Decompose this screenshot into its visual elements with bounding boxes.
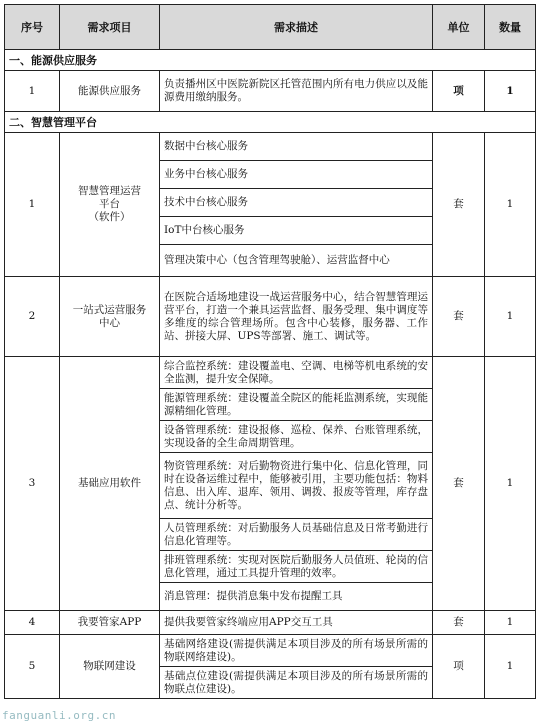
row-no: 2 bbox=[5, 277, 60, 357]
row-qty: 1 bbox=[485, 611, 536, 635]
requirements-table bbox=[4, 4, 536, 699]
sub-desc: 物资管理系统：对后勤物资进行集中化、信息化管理，同时在设备运维过程中，能够被引用，主要功能包括：物料信息、出入库、退库、领用、调拨、报废等管理，库存盘点、统计分析等。 bbox=[160, 453, 433, 519]
row-desc: 负责播州区中医院新院区托管范围内所有电力供应以及能源费用缴纳服务。 bbox=[160, 71, 433, 112]
row-unit: 套 bbox=[433, 277, 485, 357]
header-item: 需求项目 bbox=[60, 5, 160, 50]
row-item-line: 平台 bbox=[99, 198, 120, 210]
row-no: 3 bbox=[5, 357, 60, 611]
row-unit: 项 bbox=[433, 71, 485, 112]
header-desc: 需求描述 bbox=[160, 5, 433, 50]
row-unit: 项 bbox=[433, 635, 485, 699]
table-row bbox=[5, 277, 536, 357]
table-row bbox=[5, 357, 536, 389]
row-item-line: 一站式运营服务 bbox=[72, 303, 147, 316]
row-item: 我要管家APP bbox=[60, 611, 160, 635]
row-qty: 1 bbox=[485, 133, 536, 277]
row-desc: 提供我要管家终端应用APP交互工具 bbox=[160, 611, 433, 635]
header-unit: 单位 bbox=[433, 5, 485, 50]
row-qty: 1 bbox=[485, 635, 536, 699]
row-no: 1 bbox=[5, 71, 60, 112]
sub-desc: 管理决策中心（包含管理驾驶舱）、运营监督中心 bbox=[160, 245, 433, 277]
header-no: 序号 bbox=[5, 5, 60, 50]
sub-desc: 业务中台核心服务 bbox=[160, 161, 433, 189]
row-unit: 套 bbox=[433, 133, 485, 277]
row-desc: 在医院合适场地建设一战运营服务中心，结合智慧管理运营平台，打造一个兼具运营监督、服务受理、集中调度等多维度的综合管理场所。包含中心装修，服务器、工作站、拼接大屏、UPS等部署、施工、调试等。 bbox=[160, 277, 433, 357]
row-item: 物联网建设 bbox=[60, 635, 160, 699]
table-row bbox=[5, 71, 536, 112]
sub-desc: 能源管理系统：建设覆盖全院区的能耗监测系统，实现能源精细化管理。 bbox=[160, 389, 433, 421]
row-item: 基础应用软件 bbox=[60, 357, 160, 611]
sub-desc: 设备管理系统：建设报修、巡检、保养、台账管理系统，实现设备的全生命周期管理。 bbox=[160, 421, 433, 453]
sub-desc: 消息管理：提供消息集中发布提醒工具 bbox=[160, 583, 433, 611]
sub-desc: 综合监控系统：建设覆盖电、空调、电梯等机电系统的安全监测，提升安全保障。 bbox=[160, 357, 433, 389]
header-row bbox=[5, 5, 536, 50]
header-qty: 数量 bbox=[485, 5, 536, 50]
table-row bbox=[5, 133, 536, 161]
section-platform: 二、智慧管理平台 bbox=[5, 112, 536, 133]
watermark: fanguanli.org.cn bbox=[2, 709, 116, 722]
sub-desc: 人员管理系统：对后勤服务人员基础信息及日常考勤进行信息化管理等。 bbox=[160, 519, 433, 551]
row-unit: 套 bbox=[433, 357, 485, 611]
sub-desc: 数据中台核心服务 bbox=[160, 133, 433, 161]
row-unit: 套 bbox=[433, 611, 485, 635]
row-item bbox=[60, 277, 160, 357]
sub-desc: 基础网络建设(需提供满足本项目涉及的所有场景所需的物联网络建设)。 bbox=[160, 635, 433, 667]
sub-desc: 基础点位建设(需提供满足本项目涉及的所有场景所需的物联点位建设)。 bbox=[160, 667, 433, 699]
row-no: 5 bbox=[5, 635, 60, 699]
row-item-line: （软件） bbox=[88, 211, 131, 223]
row-qty: 1 bbox=[485, 277, 536, 357]
row-no: 4 bbox=[5, 611, 60, 635]
sub-desc: 排班管理系统：实现对医院后勤服务人员值班、轮岗的信息化管理，通过工具提升管理的效率。 bbox=[160, 551, 433, 583]
sub-desc: IoT中台核心服务 bbox=[160, 217, 433, 245]
row-no: 1 bbox=[5, 133, 60, 277]
table-row bbox=[5, 611, 536, 635]
sub-desc: 技术中台核心服务 bbox=[160, 189, 433, 217]
row-qty: 1 bbox=[485, 71, 536, 112]
table-row bbox=[5, 635, 536, 667]
row-item bbox=[60, 133, 160, 277]
section-energy: 一、能源供应服务 bbox=[5, 50, 536, 71]
section-row bbox=[5, 112, 536, 133]
row-qty: 1 bbox=[485, 357, 536, 611]
section-row bbox=[5, 50, 536, 71]
row-item: 能源供应服务 bbox=[60, 71, 160, 112]
row-item-line: 智慧管理运营 bbox=[78, 185, 141, 197]
row-item-line: 中心 bbox=[99, 316, 120, 329]
